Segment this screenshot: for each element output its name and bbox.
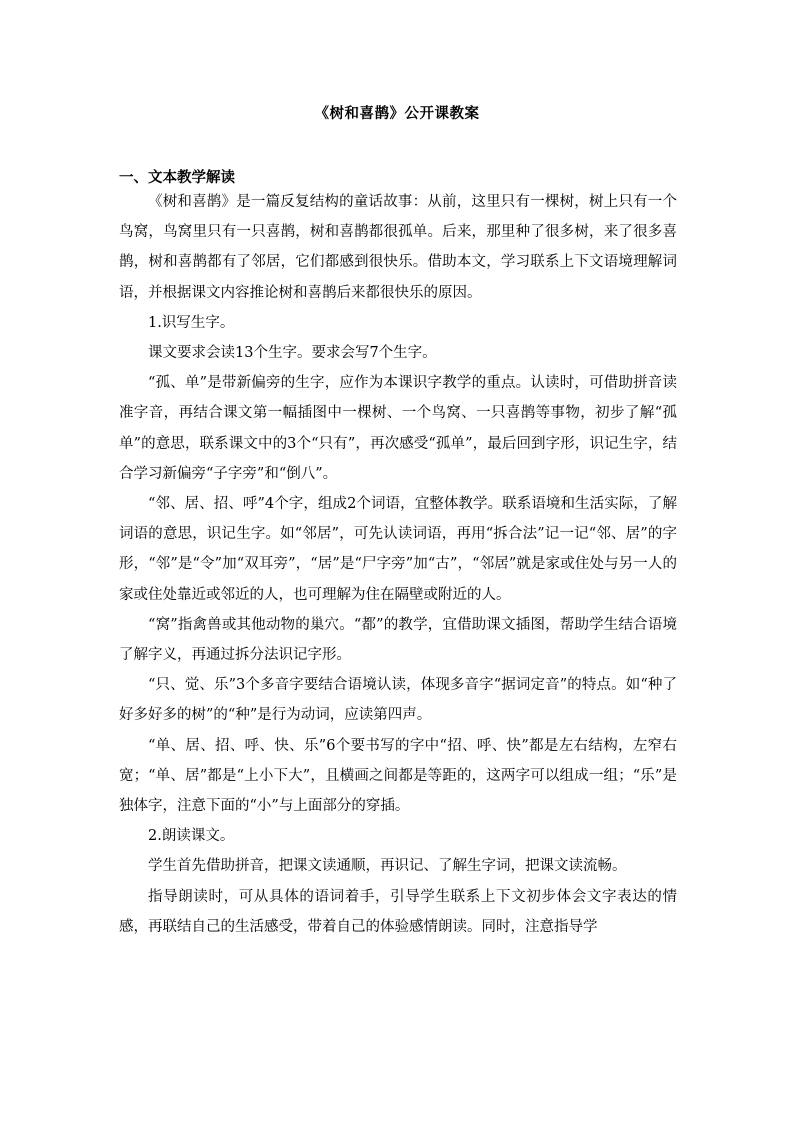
paragraph: “单、居、招、呼、快、乐”6个要书写的字中“招、呼、快”都是左右结构，左窄右宽；“单、居”都是“上小下大”，且横画之间都是等距的，这两字可以组成一组；“乐”是独体字，注意下面的“小”与上面部分的穿插。: [119, 737, 677, 815]
paragraph: “孤、单”是带新偏旁的生字，应作为本课识字教学的重点。认读时，可借助拼音读准字音，再结合课文第一幅插图中一棵树、一个鸟窝、一只喜鹊等事物，初步了解“孤单”的意思，联系课文中的3个“只有”，再次感受“孤单”，最后回到字形，识记生字，结合学习新偏旁“子字旁”和“倒八”。: [119, 375, 677, 482]
paragraph: “窝”指禽兽或其他动物的巢穴。“都”的教学，宜借助课文插图，帮助学生结合语境了解字义，再通过拆分法识记字形。: [119, 616, 677, 664]
paragraph: 课文要求会读13个生字。要求会写7个生字。: [148, 345, 437, 362]
document-body: [119, 187, 677, 942]
paragraph: “只、觉、乐”3个多音字要结合语境认读，体现多音字“据词定音”的特点。如“种了好多好多的树”的“种”是行为动词，应读第四声。: [119, 677, 677, 724]
paragraph: “邻、居、招、呼”4个字，组成2个词语，宜整体教学。联系语境和生活实际，了解词语的意思，识记生字。如“邻居”，可先认读词语，再用“拆合法”记一记“邻、居”的字形，“邻”是“令”加“双耳旁”，“居”是“尸字旁”加“古”，“邻居”就是家或住处与另一人的家或住处靠近或邻近的人，也可理解为住在隔壁或附近的人。: [119, 496, 677, 603]
paragraph: 学生首先借助拼音，把课文读通顺，再识记、了解生字词，把课文读流畅。: [148, 858, 627, 875]
section-heading: 一、文本教学解读: [119, 169, 235, 186]
document-title: 《树和喜鹊》公开课教案: [314, 105, 480, 122]
paragraph: 指导朗读时，可从具体的语词着手，引导学生联系上下文初步体会文字表达的情感，再联结自己的生活感受，带着自己的体验感情朗读。同时，注意指导学: [119, 888, 677, 935]
paragraph-intro: 《树和喜鹊》是一篇反复结构的童话故事：从前，这里只有一棵树，树上只有一个鸟窝，鸟窝里只有一只喜鹊，树和喜鹊都很孤单。后来，那里种了很多树，来了很多喜鹊，树和喜鹊都有了邻居，它们都感到很快乐。借助本文，学习联系上下文语境理解词语，并根据课文内容推论树和喜鹊后来都很快乐的原因。: [119, 194, 677, 301]
paragraph-item-heading-2: 2.朗读课文。: [148, 828, 235, 845]
paragraph-item-heading-1: 1.识写生字。: [148, 314, 235, 331]
